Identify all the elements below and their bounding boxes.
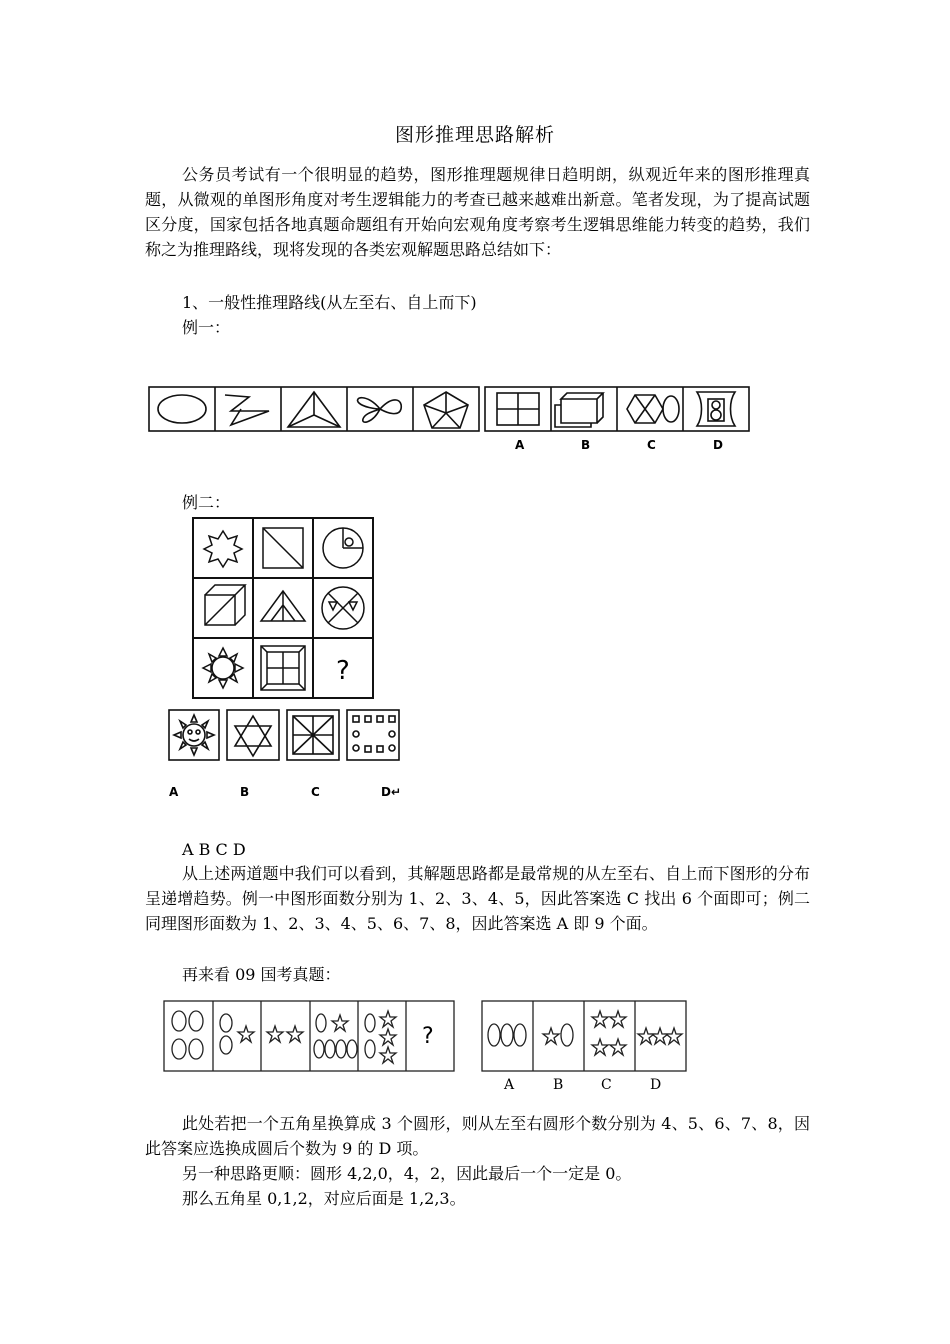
page-title: 图形推理思路解析 (394, 124, 555, 146)
ex2-option-label-b: B (240, 785, 250, 799)
ex2-option-label-d: D↵ (381, 785, 402, 799)
exam-09-figure (160, 997, 690, 1092)
exam-option-label-a: A (504, 1077, 515, 1093)
option-label-d: D (713, 438, 723, 452)
exam-option-label-b: B (553, 1077, 564, 1093)
section-1-heading: 1、一般性推理路线(从左至右、自上而下) (182, 293, 477, 312)
example-1-label: 例一： (182, 318, 231, 337)
exam-option-label-d: D (650, 1077, 662, 1093)
exam-intro: 再来看 09 国考真题： (182, 965, 341, 984)
analysis-paragraph-1: 从上述两道题中我们可以看到，其解题思路都是最常规的从左至右、自上而下图形的分布呈递增趋势。例一中图形面数分别为 1、2、3、4、5，因此答案选 C 找出 6 个面即可；例二同理图形面数为 1、2、3、4、5、6、7、8，因此答案选 A 即 9 个面。 (145, 864, 810, 933)
option-label-a: A (515, 438, 525, 452)
ex2-option-label-c: C (311, 785, 320, 799)
exam-question-mark: ? (422, 1024, 434, 1049)
exam-option-label-c: C (601, 1077, 612, 1093)
alternative-thought-1: 另一种思路更顺：圆形 4,2,0，4，2，因此最后一个一定是 0。 (182, 1164, 632, 1183)
ex2-option-label-a: A (169, 785, 179, 799)
intro-paragraph: 公务员考试有一个很明显的趋势，图形推理题规律日趋明朗，纵观近年来的图形推理真题，从微观的单图形角度对考生逻辑能力的考查已越来越难出新意。笔者发现，为了提高试题区分度，国家包括各地真题命题组有开始向宏观角度考察考生逻辑思维能力转变的趋势，我们称之为推理路线，现将发现的各类宏观解题思路总结如下： (145, 165, 810, 259)
abcd-line: A B C D (182, 840, 246, 859)
option-label-b: B (581, 438, 591, 452)
analysis-paragraph-2: 此处若把一个五角星换算成 3 个圆形，则从左至右圆形个数分别为 4、5、6、7、8，因此答案应选换成圆后个数为 9 的 D 项。 (145, 1114, 810, 1158)
option-label-c: C (647, 438, 656, 452)
example-2-figure (165, 515, 415, 805)
example-2-label: 例二： (182, 493, 231, 512)
example-1-figure (145, 383, 755, 453)
question-mark: ? (336, 656, 350, 686)
alternative-thought-2: 那么五角星 0,1,2，对应后面是 1,2,3。 (182, 1189, 466, 1208)
